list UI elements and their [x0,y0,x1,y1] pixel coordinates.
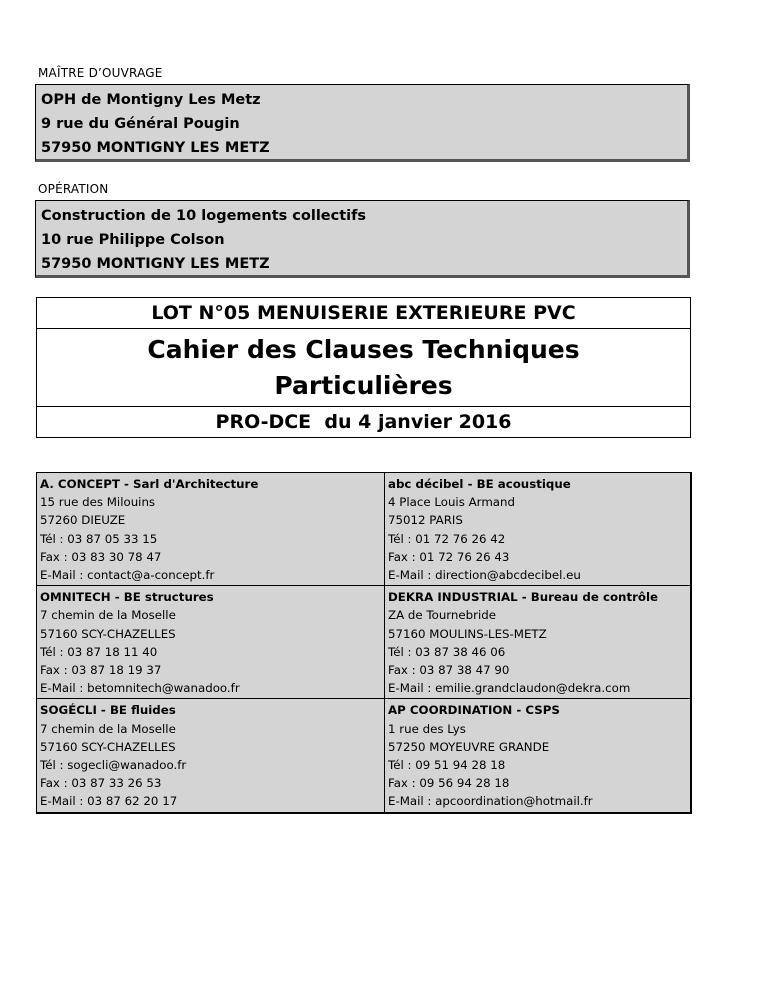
phase-date-row [37,407,690,437]
contact-name: DEKRA INDUSTRIAL - Bureau de contrôle [388,590,659,605]
contact-name: OMNITECH - BE structures [40,590,214,605]
maitre-ouvrage-line: 9 rue du Général Pougin [41,116,240,132]
contact-acoustique [385,473,690,586]
contact-line: Tél : 03 87 05 33 15 [40,531,158,546]
contact-line: 57160 SCY-CHAZELLES [40,739,176,754]
contact-line: Fax : 03 87 38 47 90 [388,663,510,678]
operation-box [35,200,690,278]
contact-architect [37,473,385,586]
contact-fluides [37,699,385,811]
contact-line: Tél : 01 72 76 26 42 [388,531,506,546]
contact-line: E-Mail : betomnitech@wanadoo.fr [40,681,240,696]
contact-line: E-Mail : emilie.grandclaudon@dekra.com [388,681,631,696]
cahier-title [37,329,690,407]
contact-name: AP COORDINATION - CSPS [388,703,560,718]
document-date: du 4 janvier 2016 [324,411,512,433]
contact-line: Fax : 03 83 30 78 47 [40,549,162,564]
contact-line: E-Mail : contact@a-concept.fr [40,568,215,583]
contact-name: SOGÉCLI - BE fluides [40,703,176,718]
contact-line: 57160 SCY-CHAZELLES [40,626,176,641]
cahier-title-line: Cahier des Clauses Techniques [147,335,580,364]
contacts-table [36,472,692,814]
operation-line: 10 rue Philippe Colson [41,232,225,248]
operation-line: 57950 MONTIGNY LES METZ [41,256,270,272]
contact-line: 7 chemin de la Moselle [40,721,176,736]
maitre-ouvrage-label: MAÎTRE D’OUVRAGE [38,66,163,80]
contact-line: E-Mail : direction@abcdecibel.eu [388,568,581,583]
contact-line: 57160 MOULINS-LES-METZ [388,626,547,641]
contact-line: ZA de Tournebride [388,608,497,623]
contact-line: E-Mail : apcoordination@hotmail.fr [388,794,593,809]
contact-csps [385,699,690,811]
contact-line: Tél : 09 51 94 28 18 [388,758,506,773]
operation-line: Construction de 10 logements collectifs [41,208,367,224]
contact-structures [37,586,385,699]
lot-title: LOT N°05 MENUISERIE EXTERIEURE PVC [37,298,690,329]
contact-line: 4 Place Louis Armand [388,495,516,510]
maitre-ouvrage-line: 57950 MONTIGNY LES METZ [41,140,270,156]
contact-line: Tél : 03 87 38 46 06 [388,644,506,659]
contact-name: abc décibel - BE acoustique [388,477,571,491]
contact-line: 1 rue des Lys [388,721,466,736]
contact-line: 57260 DIEUZE [40,513,126,528]
contact-line: 57250 MOYEUVRE GRANDE [388,739,550,754]
contact-line: Fax : 03 87 33 26 53 [40,776,162,791]
phase-label: PRO-DCE [215,411,312,433]
contact-line: Tél : 03 87 18 11 40 [40,644,158,659]
contact-line: 75012 PARIS [388,513,463,528]
contact-name: A. CONCEPT - Sarl d'Architecture [40,477,259,491]
operation-label: OPÉRATION [38,182,109,196]
contact-line: 7 chemin de la Moselle [40,608,176,623]
contact-line: Fax : 09 56 94 28 18 [388,776,510,791]
contact-line: 15 rue des Milouins [40,495,156,510]
document-title-block [36,297,691,438]
contact-bureau-controle [385,586,690,699]
contact-line: Fax : 03 87 18 19 37 [40,663,162,678]
contact-line: E-Mail : 03 87 62 20 17 [40,794,178,809]
contact-line: Fax : 01 72 76 26 43 [388,549,510,564]
maitre-ouvrage-box [35,84,690,162]
maitre-ouvrage-line: OPH de Montigny Les Metz [41,92,261,108]
contact-line: Tél : sogecli@wanadoo.fr [40,758,187,773]
cahier-title-line: Particulières [274,371,453,400]
